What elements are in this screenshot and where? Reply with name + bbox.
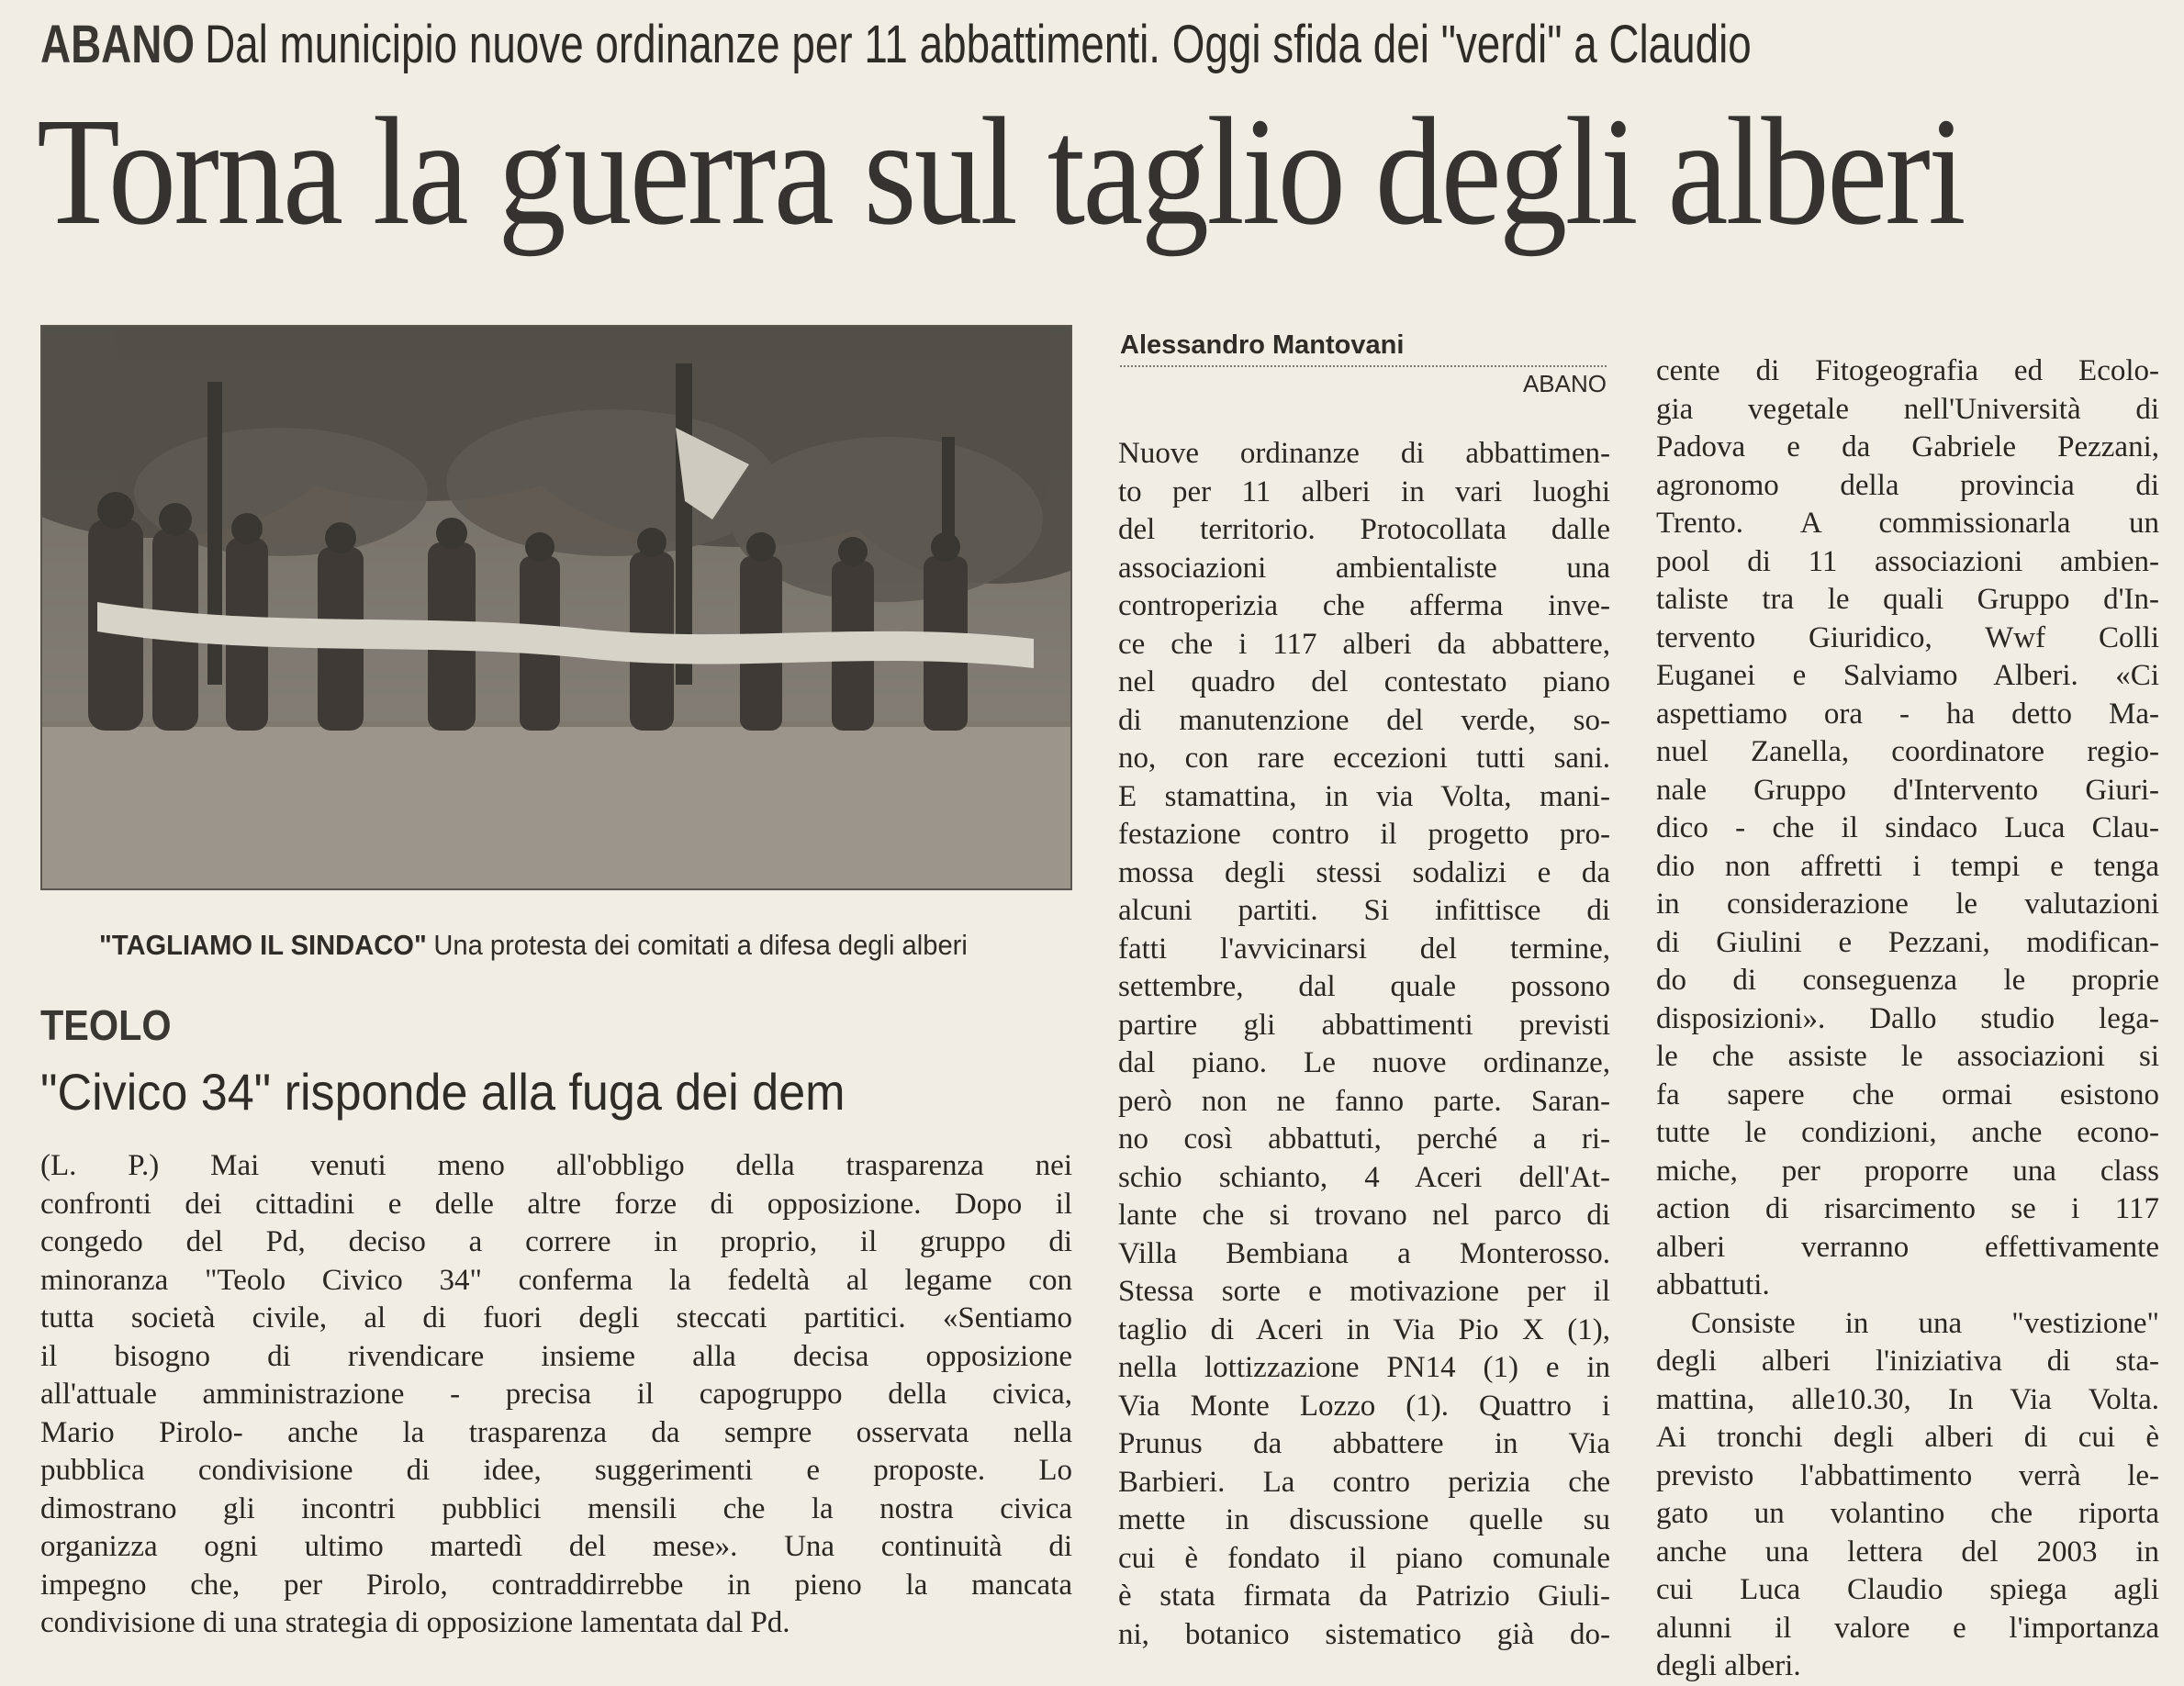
body-line: action di risarcimento se i 117	[1656, 1192, 2159, 1225]
body-line: dico - che il sindaco Luca Clau-	[1656, 811, 2159, 844]
body-line: all'attuale amministrazione - precisa il capogruppo della civica,	[40, 1378, 1072, 1411]
body-line: miche, per proporre una class	[1656, 1154, 2159, 1188]
body-line: tervento Giuridico, Wwf Colli	[1656, 620, 2159, 654]
body-line: lante che si trovano nel parco di	[1118, 1199, 1610, 1232]
body-line: schio schianto, 4 Aceri dell'At-	[1118, 1160, 1610, 1194]
body-line: cente di Fitogeografia ed Ecolo-	[1656, 354, 2159, 387]
body-line: alberi verranno effettivamente	[1656, 1230, 2159, 1264]
body-line: festazione contro il progetto pro-	[1118, 818, 1610, 851]
body-line: condivisione di una strategia di opposizione lamentata dal Pd.	[40, 1606, 790, 1639]
body-line: nuel Zanella, coordinatore regio-	[1656, 735, 2159, 768]
photo-caption	[99, 927, 1014, 964]
body-line: pubblica condivisione di idee, suggerimenti e proposte. Lo	[40, 1454, 1072, 1487]
body-line: (L. P.) Mai venuti meno all'obbligo della trasparenza nei	[40, 1149, 1072, 1182]
article-column-3	[1656, 352, 2159, 1686]
body-line: tutta società civile, al di fuori degli steccati partitici. «Sentiamo	[40, 1301, 1072, 1334]
body-line: Mario Pirolo- anche la trasparenza da sempre osservata nella	[40, 1415, 1072, 1449]
kicker-text: Dal municipio nuove ordinanze per 11 abbattimenti. Oggi sfida dei "verdi" a Claudio	[205, 15, 1752, 74]
body-line: disposizioni». Dallo studio lega-	[1656, 1001, 2159, 1035]
body-line: congedo del Pd, deciso a correre in proprio, il gruppo di	[40, 1225, 1072, 1258]
body-line: però non ne fanno parte. Saran-	[1118, 1084, 1610, 1118]
body-line: alunni il valore e l'importanza	[1656, 1611, 2159, 1645]
body-line: tutte le condizioni, anche econo-	[1656, 1116, 2159, 1149]
body-line: confronti dei cittadini e delle altre forze di opposizione. Dopo il	[40, 1187, 1072, 1221]
body-line: dal piano. Le nuove ordinanze,	[1118, 1046, 1610, 1079]
body-line: Nuove ordinanze di abbattimen-	[1118, 437, 1610, 470]
dateline-location: ABANO	[1522, 370, 1607, 397]
body-line: nale Gruppo d'Intervento Giuri-	[1656, 773, 2159, 807]
teolo-title: "Civico 34" risponde alla fuga dei dem	[40, 1063, 846, 1121]
body-line: pool di 11 associazioni ambien-	[1656, 544, 2159, 578]
body-line: Padova e da Gabriele Pezzani,	[1656, 430, 2159, 463]
body-line: Prunus da abbattere in Via	[1118, 1427, 1610, 1460]
headline: Torna la guerra sul taglio degli alberi	[37, 86, 1964, 257]
body-line: taliste tra le quali Gruppo d'In-	[1656, 583, 2159, 616]
body-line: degli alberi.	[1656, 1649, 1801, 1682]
body-line: settembre, dal quale possono	[1118, 970, 1610, 1003]
body-line: taglio di Aceri in Via Pio X (1),	[1118, 1312, 1610, 1346]
body-line: nella lottizzazione PN14 (1) e in	[1118, 1351, 1610, 1384]
body-line: partire gli abbattimenti previsti	[1118, 1008, 1610, 1042]
body-line: fa sapere che ormai esistono	[1656, 1077, 2159, 1111]
teolo-tag: TEOLO	[40, 1001, 172, 1049]
body-line: Trento. A commissionarla un	[1656, 507, 2159, 540]
body-line: do di conseguenza le proprie	[1656, 964, 2159, 997]
body-line: cui Luca Claudio spiega agli	[1656, 1573, 2159, 1606]
body-line: mette in discussione quelle su	[1118, 1503, 1610, 1536]
body-line: impegno che, per Pirolo, contraddirrebbe in pieno la mancata	[40, 1568, 1072, 1602]
body-line: Barbieri. La contro perizia che	[1118, 1465, 1610, 1499]
body-line: aspettiamo ora - ha detto Ma-	[1656, 697, 2159, 731]
body-line: in considerazione le valutazioni	[1656, 888, 2159, 921]
body-line: no, con rare eccezioni tutti sani.	[1118, 742, 1610, 775]
kicker	[40, 9, 1752, 81]
body-line: no così abbattuti, perché a ri-	[1118, 1122, 1610, 1156]
protest-photo	[40, 325, 1072, 890]
body-line: Stessa sorte e motivazione per il	[1118, 1275, 1610, 1308]
body-line: Euganei e Salviamo Alberi. «Ci	[1656, 659, 2159, 692]
body-line: mossa degli stessi sodalizi e da	[1118, 855, 1610, 889]
author-byline: Alessandro Mantovani	[1120, 325, 1607, 367]
body-line: previsto l'abbattimento verrà le-	[1656, 1458, 2159, 1492]
body-line: fatti l'avvicinarsi del termine,	[1118, 932, 1610, 966]
teolo-body	[40, 1147, 1072, 1643]
body-line: il bisogno di rivendicare insieme alla decisa opposizione	[40, 1339, 1072, 1373]
body-line: ce che i 117 alberi da abbattere,	[1118, 627, 1610, 661]
body-line: gato un volantino che riporta	[1656, 1497, 2159, 1530]
body-line: dimostrano gli incontri pubblici mensili che la nostra civica	[40, 1491, 1072, 1525]
body-line: dio non affretti i tempi e tenga	[1656, 849, 2159, 883]
body-line: cui è fondato il piano comunale	[1118, 1541, 1610, 1575]
article-column-2	[1118, 435, 1610, 1654]
body-line: è stata firmata da Patrizio Giuli-	[1118, 1580, 1610, 1613]
body-line: di manutenzione del verde, so-	[1118, 703, 1610, 737]
body-line: abbattuti.	[1656, 1268, 1770, 1301]
body-line: controperizia che afferma inve-	[1118, 589, 1610, 622]
body-line: le che assiste le associazioni si	[1656, 1040, 2159, 1073]
body-line: associazioni ambientaliste una	[1118, 551, 1610, 585]
protest-photo-illustration	[42, 327, 1070, 888]
body-line: agronomo della provincia di	[1656, 468, 2159, 502]
body-line: anche una lettera del 2003 in	[1656, 1535, 2159, 1569]
body-line: Ai tronchi degli alberi di cui è	[1656, 1421, 2159, 1454]
kicker-tag: ABANO	[40, 15, 196, 74]
body-line: mattina, alle10.30, In Via Volta.	[1656, 1382, 2159, 1416]
body-line: Via Monte Lozzo (1). Quattro i	[1118, 1389, 1610, 1423]
body-line: del territorio. Protocollata dalle	[1118, 513, 1610, 546]
body-line: nel quadro del contestato piano	[1118, 665, 1610, 698]
body-line: Villa Bembiana a Monterosso.	[1118, 1236, 1610, 1270]
body-line: E stamattina, in via Volta, mani-	[1118, 779, 1610, 813]
body-line: gia vegetale nell'Università di	[1656, 392, 2159, 426]
caption-text: Una protesta dei comitati a difesa degli alberi	[433, 929, 968, 961]
body-line: degli alberi l'iniziativa di sta-	[1656, 1345, 2159, 1378]
body-line: di Giulini e Pezzani, modifican-	[1656, 925, 2159, 959]
caption-tag: "TAGLIAMO IL SINDACO"	[99, 929, 427, 961]
body-line: minoranza "Teolo Civico 34" conferma la fedeltà al legame con	[40, 1263, 1072, 1297]
body-line: ni, botanico sistematico già do-	[1118, 1617, 1610, 1651]
body-line: alcuni partiti. Si infittisce di	[1118, 894, 1610, 927]
body-line: to per 11 alberi in vari luoghi	[1118, 475, 1610, 508]
body-line: Consiste in una "vestizione"	[1691, 1306, 2159, 1340]
body-line: organizza ogni ultimo martedì del mese». Una continuità di	[40, 1530, 1072, 1563]
